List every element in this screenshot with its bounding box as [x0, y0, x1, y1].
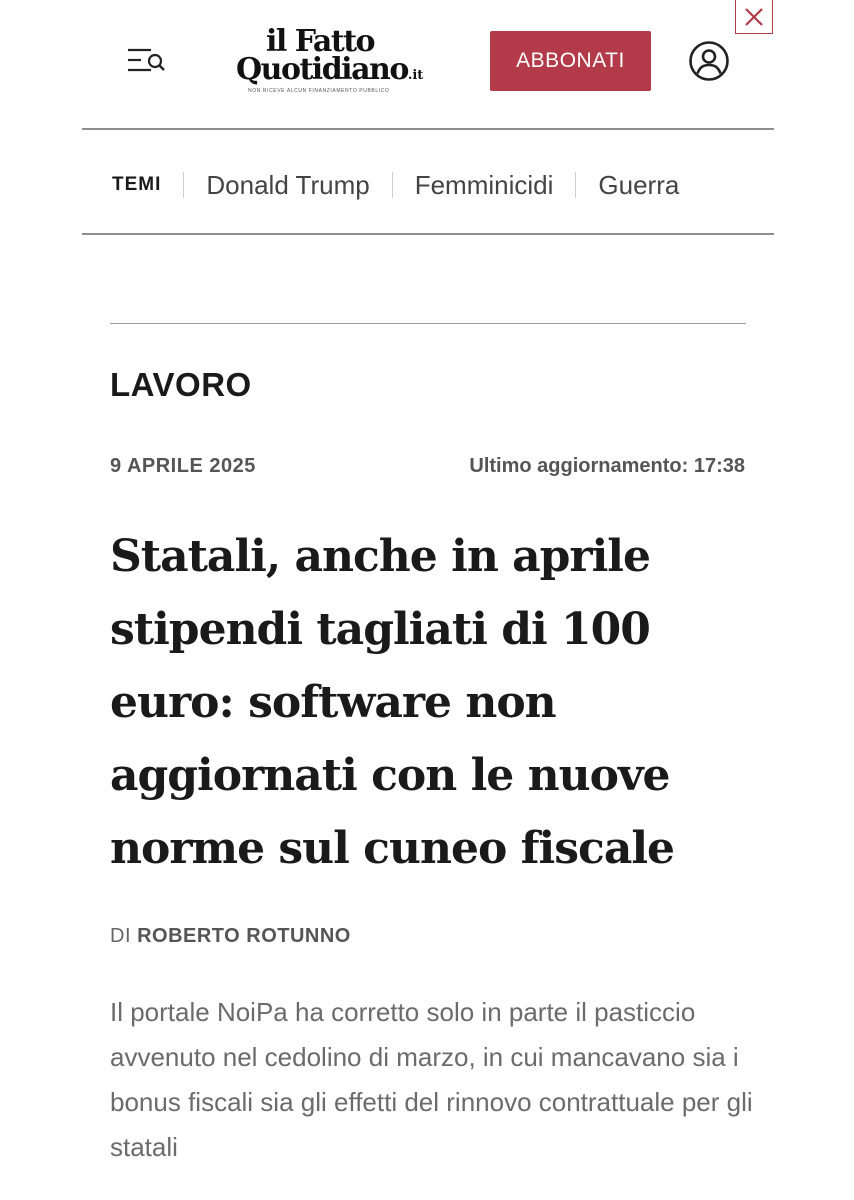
- topics-divider: [82, 233, 774, 235]
- menu-search-icon: [127, 46, 167, 76]
- byline-prefix: DI: [110, 925, 131, 947]
- byline: [110, 925, 351, 948]
- logo-name: Quotidiano: [236, 52, 408, 87]
- topic-separator: [575, 172, 576, 198]
- article-headline: Statali, anche in aprile stipendi tagliati di 100 euro: software non aggiornati con le nuove norme sul cuneo fiscale: [110, 531, 675, 874]
- section-label[interactable]: LAVORO: [110, 366, 252, 403]
- topics-label: TEMI: [112, 174, 162, 195]
- menu-search-button[interactable]: [127, 46, 167, 76]
- topic-separator: [392, 172, 393, 198]
- logo-line-1: il Fatto: [266, 24, 375, 59]
- topic-guerra[interactable]: Guerra: [598, 169, 680, 200]
- close-button[interactable]: [735, 0, 773, 34]
- topic-separator: [183, 172, 184, 198]
- user-account-icon: [688, 40, 730, 82]
- close-icon: [744, 7, 764, 27]
- publish-date: 9 APRILE 2025: [110, 455, 256, 477]
- topic-femminicidi[interactable]: Femminicidi: [414, 169, 554, 200]
- topics-bar: [112, 160, 746, 210]
- header-divider: [82, 128, 774, 130]
- article-divider: [110, 323, 746, 324]
- author-link[interactable]: ROBERTO ROTUNNO: [137, 925, 351, 947]
- article-summary: Il portale NoiPa ha corretto solo in parte il pasticcio avvenuto nel cedolino di marzo, in cui mancavano sia i bonus fiscali sia gli effetti del rinnovo contrattuale per gli statali: [110, 997, 753, 1162]
- subscribe-button[interactable]: ABBONATI: [490, 31, 651, 91]
- logo-line-2: [236, 52, 423, 87]
- site-logo[interactable]: [236, 22, 442, 100]
- topic-donald-trump[interactable]: Donald Trump: [206, 169, 370, 200]
- logo-tagline: NON RICEVE ALCUN FINANZIAMENTO PUBBLICO: [248, 88, 390, 94]
- logo-tld: .it: [407, 68, 424, 83]
- account-button[interactable]: [688, 40, 730, 82]
- last-updated: Ultimo aggiornamento: 17:38: [469, 455, 745, 477]
